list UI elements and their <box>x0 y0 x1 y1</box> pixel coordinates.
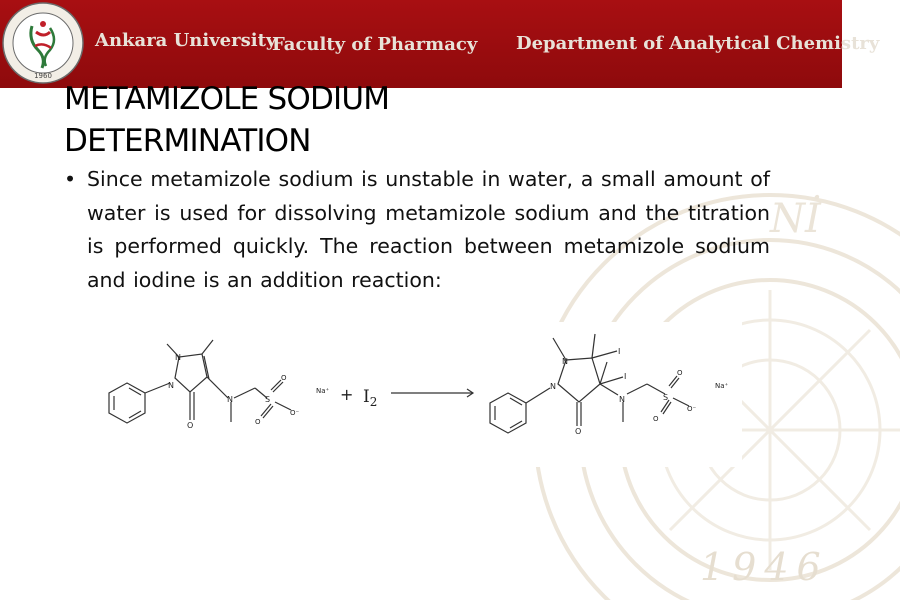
iodine-reagent: $I_2$ <box>363 387 378 409</box>
product-atom-s: S <box>663 393 669 402</box>
logo-year: 1960 <box>34 72 52 80</box>
product-atom-o2: O <box>653 415 659 423</box>
reactant-counterion: Na⁺ <box>316 387 330 395</box>
reaction-diagram <box>95 322 742 467</box>
faculty-name: Faculty of Pharmacy <box>272 34 478 55</box>
university-logo-icon <box>2 2 84 84</box>
title-line-2: DETERMINATION <box>64 123 311 159</box>
product-atom-n3: N <box>619 395 625 404</box>
product-atom-o-carbonyl: O <box>575 427 582 436</box>
university-name: Ankara University <box>95 30 277 51</box>
reactant-atom-n1: N <box>168 381 174 390</box>
slide-title <box>64 78 389 162</box>
plus-sign: + <box>340 385 354 404</box>
reactant-atom-o3: O⁻ <box>290 409 300 417</box>
product-atom-i1: I <box>618 347 621 356</box>
product-counterion: Na⁺ <box>715 382 729 390</box>
title-line-1: METAMIZOLE SODIUM <box>64 81 390 117</box>
watermark-year: 1946 <box>700 545 829 589</box>
watermark-letters: Nİ <box>770 196 821 242</box>
reactant-atom-o-carbonyl: O <box>187 421 194 430</box>
department-name: Department of Analytical Chemistry <box>516 33 880 54</box>
reactant-atom-o2: O <box>255 418 261 426</box>
bullet-text: Since metamizole sodium is unstable in water, a small amount of water is used for dissolving metamizole sodium and the titration is performed quickly. The reaction between metamizole sodium and iodine is an addition reaction: <box>87 167 770 292</box>
reactant-atom-o1: O <box>281 374 287 382</box>
product-atom-i2: I <box>624 372 627 381</box>
header-bar <box>0 0 880 88</box>
bullet-item <box>64 163 770 297</box>
product-atom-o1: O <box>677 369 683 377</box>
bullet-dot-icon: • <box>64 167 77 191</box>
reactant-atom-n2: N <box>175 353 181 362</box>
product-atom-o3: O⁻ <box>687 405 697 413</box>
product-atom-n1: N <box>550 382 556 391</box>
reaction-scheme <box>95 322 742 467</box>
product-atom-n2: N <box>562 357 568 366</box>
reactant-atom-s: S <box>265 395 271 404</box>
reactant-atom-n3: N <box>227 395 233 404</box>
